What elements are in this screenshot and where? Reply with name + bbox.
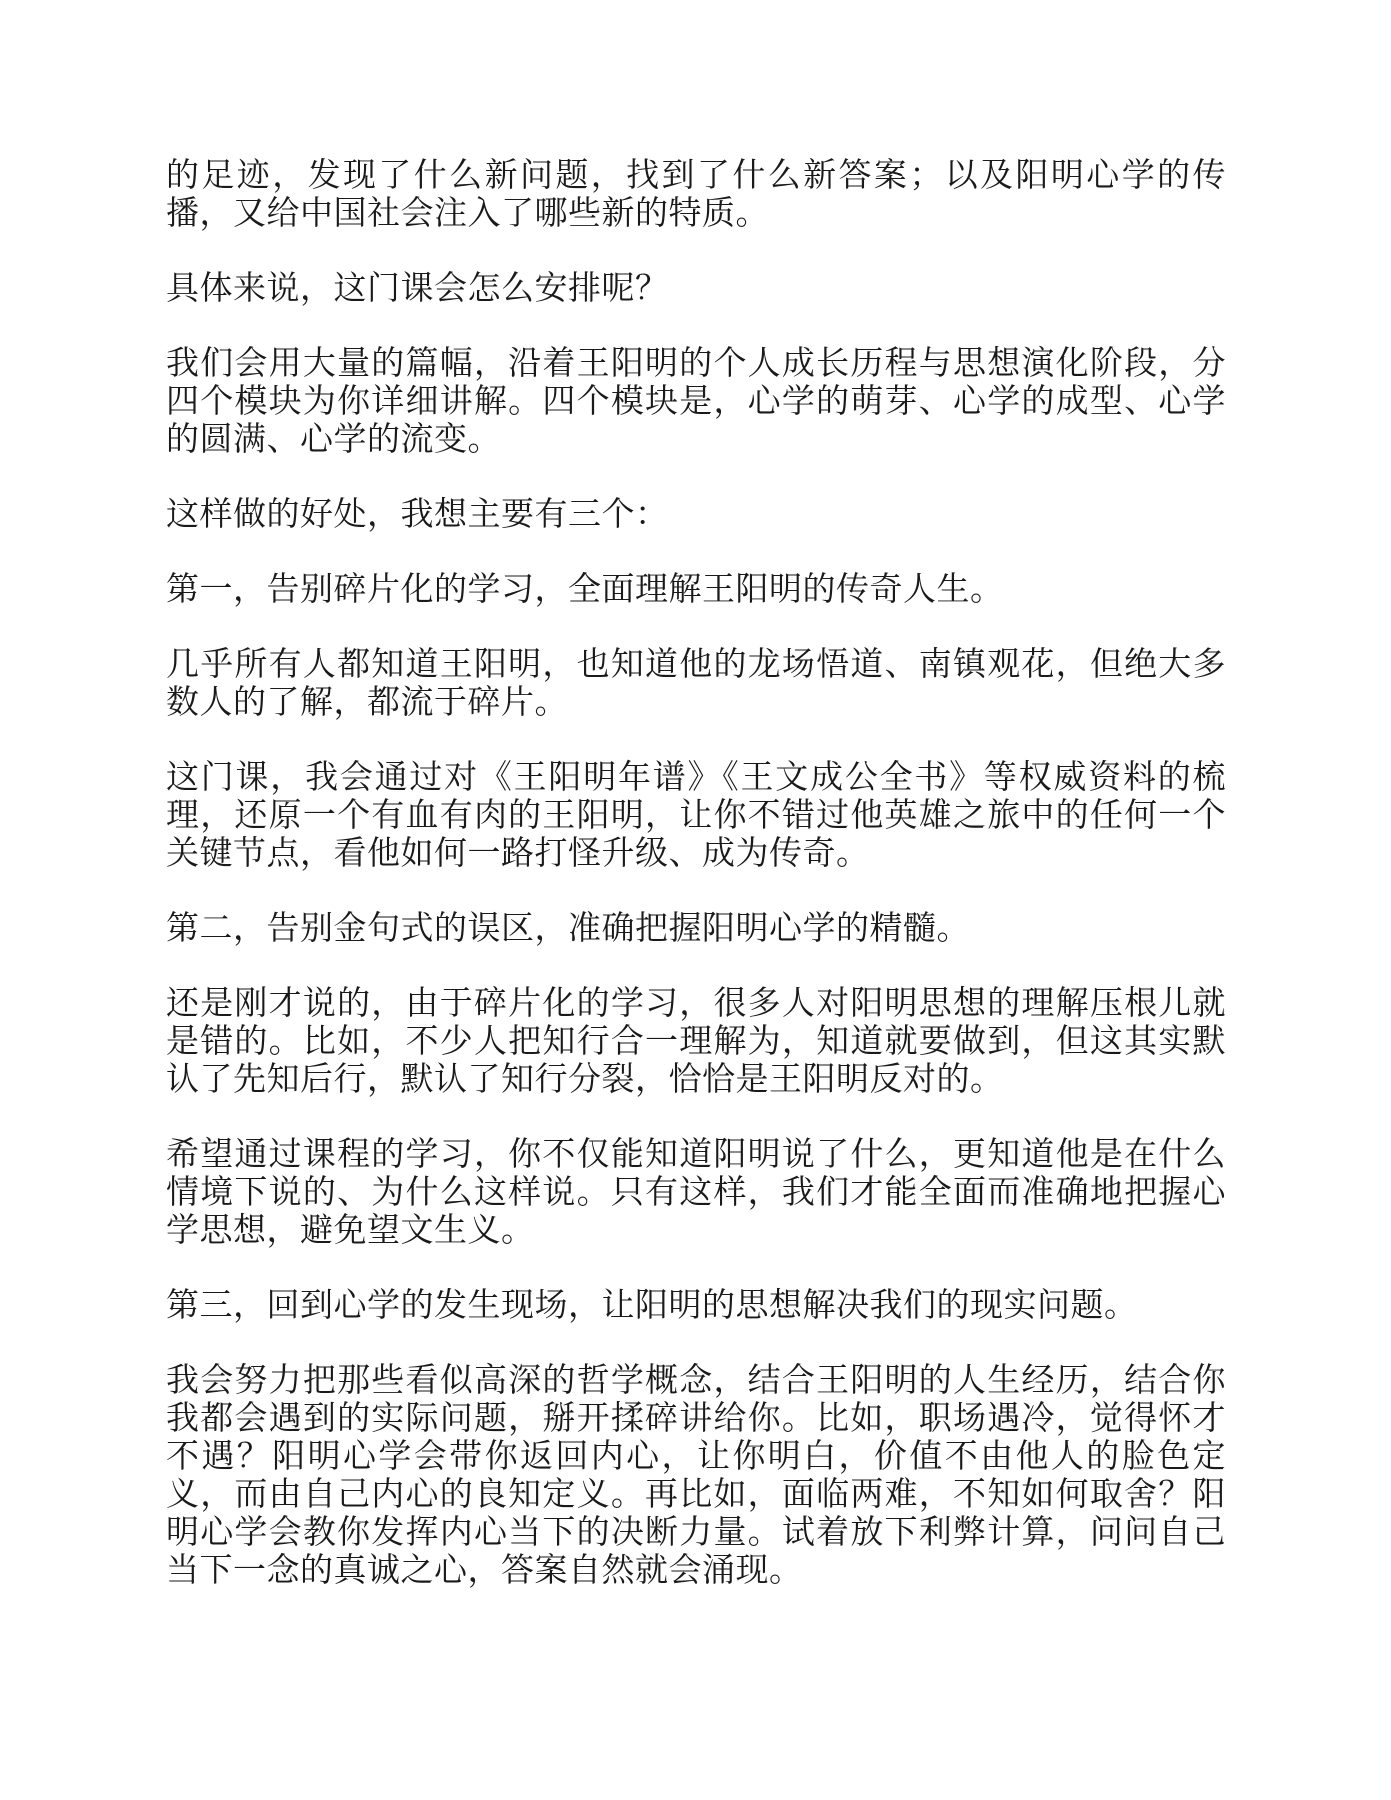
paragraph-3: 我们会用大量的篇幅，沿着王阳明的个人成长历程与思想演化阶段，分四个模块为你详细讲解。四个模块是，心学的萌芽、心学的成型、心学的圆满、心学的流变。 (166, 343, 1226, 458)
paragraph-7: 这门课，我会通过对《王阳明年谱》《王文成公全书》等权威资料的梳理，还原一个有血有肉的王阳明，让你不错过他英雄之旅中的任何一个关键节点，看他如何一路打怪升级、成为传奇。 (166, 757, 1226, 872)
paragraph-1: 的足迹，发现了什么新问题，找到了什么新答案；以及阳明心学的传播，又给中国社会注入了哪些新的特质。 (166, 155, 1226, 232)
paragraph-11: 第三，回到心学的发生现场，让阳明的思想解决我们的现实问题。 (166, 1285, 1138, 1324)
paragraph-9: 还是刚才说的，由于碎片化的学习，很多人对阳明思想的理解压根儿就是错的。比如，不少人把知行合一理解为，知道就要做到，但这其实默认了先知后行，默认了知行分裂，恰恰是王阳明反对的。 (166, 983, 1226, 1098)
paragraph-8: 第二，告别金句式的误区，准确把握阳明心学的精髓。 (166, 908, 970, 947)
paragraph-5: 第一，告别碎片化的学习，全面理解王阳明的传奇人生。 (166, 569, 1004, 608)
paragraph-10: 希望通过课程的学习，你不仅能知道阳明说了什么，更知道他是在什么情境下说的、为什么这样说。只有这样，我们才能全面而准确地把握心学思想，避免望文生义。 (166, 1134, 1226, 1249)
paragraph-2: 具体来说，这门课会怎么安排呢？ (166, 268, 669, 307)
paragraph-4: 这样做的好处，我想主要有三个： (166, 494, 669, 533)
paragraph-12: 我会努力把那些看似高深的哲学概念，结合王阳明的人生经历，结合你我都会遇到的实际问题，掰开揉碎讲给你。比如，职场遇冷，觉得怀才不遇？阳明心学会带你返回内心，让你明白，价值不由他人的脸色定义，而由自己内心的良知定义。再比如，面临两难，不知如何取舍？阳明心学会教你发挥内心当下的决断力量。试着放下利弊计算，问问自己当下一念的真诚之心，答案自然就会涌现。 (166, 1360, 1226, 1589)
paragraph-6: 几乎所有人都知道王阳明，也知道他的龙场悟道、南镇观花，但绝大多数人的了解，都流于碎片。 (166, 644, 1226, 721)
document-page (166, 156, 1226, 1626)
